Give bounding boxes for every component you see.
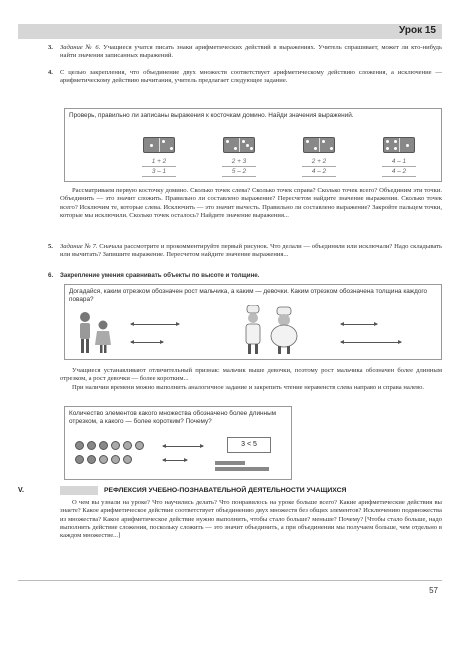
set-element [111, 455, 120, 464]
large-set-bar [215, 467, 269, 471]
set-element [123, 455, 132, 464]
section-bar [60, 486, 98, 495]
domino-explanation: Рассматриваем первую косточку домино. Сколько точек слева? Сколько точек справа? Сколько точек всего? Объединим эти точки. Объединить — это значит сложить. Правильно ли составлено выражение? Пересчетом найдите значение выражения. Сколько точек всего? Исключим те, которые слева. Исключить — это значит вычесть. Правильно ли составлено выражение? Закройте пальцем точки, которые мы исключили. Сколько точек осталось? Найдите значение выражения... [60, 187, 442, 219]
expr-2b: 5 – 2 [222, 167, 256, 177]
item-6-number: 6. [48, 272, 54, 279]
lesson-title: Урок 15 [399, 25, 436, 36]
set-element [123, 441, 132, 450]
section-title: РЕФЛЕКСИЯ УЧЕБНО-ПОЗНАВАТЕЛЬНОЙ ДЕЯТЕЛЬНОСТИ УЧАЩИХСЯ [104, 487, 347, 494]
expr-3a: 2 + 2 [302, 157, 336, 167]
item-3 [48, 44, 442, 61]
small-set-bar [215, 461, 245, 465]
thick-chef-segment [341, 342, 401, 343]
item-3-number: 3. [48, 44, 53, 51]
reflection-text: О чем вы узнали на уроке? Что научились делать? Что понравилось на уроке больше всего? Какие арифметические действия вы знаете? Какое арифметическое действие соответствует объединению двух множеств без общих элементов? Исключению подмножества из множества? Какое арифметическое действие нужно выполнить, чтобы стало больше? меньше? Почему? [Чтобы стало больше, надо выполнить действие сложения, поскольку сложить — это значит объединить, а при объединении мы получаем больше, чем отдельно в каждом множестве...] [60, 499, 442, 540]
domino-1 [143, 137, 175, 153]
inequality-box: 3 < 5 [227, 437, 271, 453]
expr-2a: 2 + 3 [222, 157, 256, 167]
item-4 [48, 69, 442, 86]
item-5 [48, 243, 442, 260]
domino-task-text: Проверь, правильно ли записаны выражения к косточкам домино. Найди значения выражений. [69, 112, 354, 119]
set-element [87, 455, 96, 464]
section-number: V. [18, 487, 24, 494]
boy-girl-illustration [73, 311, 113, 357]
height-extra-task: При наличии времени можно выполнить аналогичное задание и закрепить чтение неравенств слева направо и справа налево. [72, 384, 425, 391]
chefs-illustration [239, 305, 305, 357]
set-element [87, 441, 96, 450]
set-element [99, 441, 108, 450]
item-3-text: Учащиеся учатся писать знаки арифметических действий в выражениях. Учитель спрашивает, может ли кто-нибудь найти значения записанных выражений. [60, 44, 442, 60]
height-explanation: Учащиеся устанавливают отличительный признак: мальчик выше девочки, поэтому рост мальчика обозначен более длинным отрезком, а рост девочки — более коротким... [60, 367, 442, 383]
item-6 [48, 272, 260, 279]
footer-divider [18, 580, 442, 581]
expr-1b: 3 – 1 [142, 167, 176, 177]
domino-4 [383, 137, 415, 153]
domino-2-exprs [222, 157, 256, 177]
set-element [135, 441, 144, 450]
domino-3-exprs [302, 157, 336, 177]
height-task-text: Догадайся, каким отрезком обозначен рост мальчика, а каким — девочки. Каким отрезком обозначена толщина каждого повара? [69, 288, 428, 303]
height-task-box [64, 284, 442, 360]
item-4-number: 4. [48, 69, 53, 76]
item-4-text: С целью закрепления, что объединение двух множеств соответствует арифметическому действию сложения, а исключение — арифметическому действию вычитания, учитель предлагает следующее задание. [60, 69, 442, 85]
short-segment [163, 460, 187, 461]
item-5-number: 5. [48, 243, 53, 250]
domino-2 [223, 137, 255, 153]
expr-4a: 4 – 1 [382, 157, 416, 167]
long-segment [163, 446, 203, 447]
item-5-text: Сначала рассмотрите и прокомментируйте первый рисунок. Что делали — объединяли или исключали? Надо складывать или вычитать? Запишите выражение. Пересчетом найдите значение выражения... [60, 243, 442, 259]
item-6-text: Закрепление умения сравнивать объекты по высоте и толщине. [60, 272, 260, 279]
domino-task-box [64, 108, 442, 182]
page-number: 57 [429, 586, 438, 595]
girl-height-segment [131, 342, 163, 343]
thin-chef-segment [341, 324, 377, 325]
set-element [75, 455, 84, 464]
item-5-label: Задание № 7. [60, 243, 98, 250]
boy-height-segment [131, 324, 179, 325]
expr-4b: 4 – 2 [382, 167, 416, 177]
expr-3b: 4 – 2 [302, 167, 336, 177]
domino-1-exprs [142, 157, 176, 177]
domino-4-exprs [382, 157, 416, 177]
count-task-text: Количество элементов какого множества обозначено более длинным отрезком, а какого — более коротким? Почему? [69, 410, 277, 425]
lesson-header-bar [18, 24, 442, 39]
count-task-box [64, 406, 292, 480]
set-element [99, 455, 108, 464]
item-3-label: Задание № 6. [60, 44, 101, 51]
set-element [111, 441, 120, 450]
domino-3 [303, 137, 335, 153]
expr-1a: 1 + 2 [142, 157, 176, 167]
set-element [75, 441, 84, 450]
textbook-page [18, 22, 442, 632]
